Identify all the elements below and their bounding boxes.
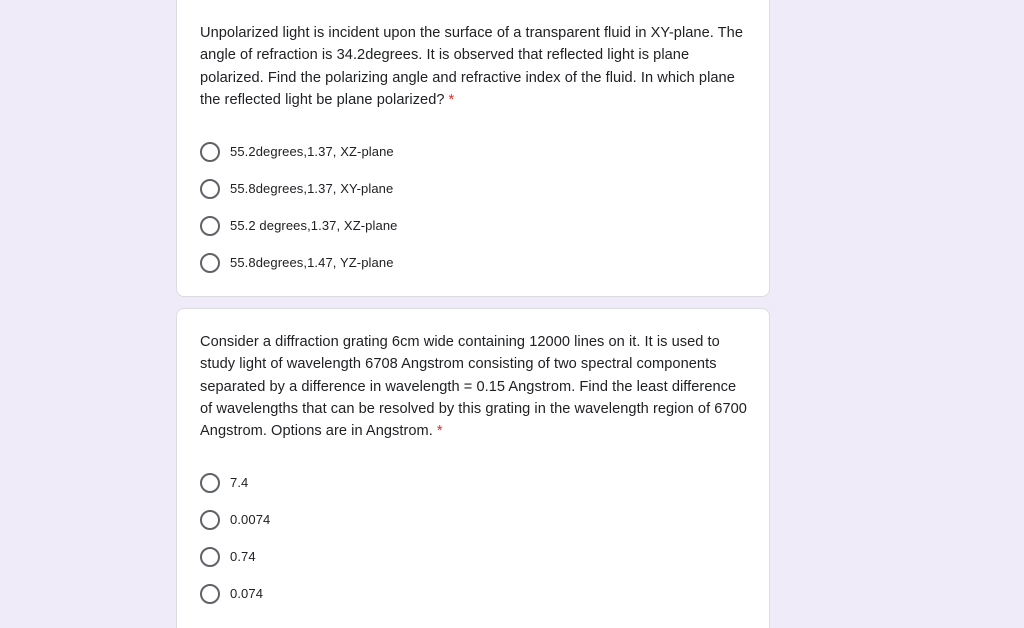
radio-button[interactable] — [200, 547, 220, 567]
radio-button[interactable] — [200, 142, 220, 162]
required-asterisk: * — [448, 91, 455, 108]
option-label: 55.2degrees,1.37, XZ-plane — [230, 144, 394, 160]
question-card-polarization — [176, 0, 770, 297]
question-text: Consider a diffraction grating 6cm wide containing 12000 lines on it. It is used to study light of wavelength 6708 Angstrom consisting of two spectral components separated by a difference in wavelength = 0.15 Angstrom. Find the least difference of wavelengths that can be resolved by this grating in the wavelength region of 6700 Angstrom. Options are in Angstrom. — [200, 334, 747, 440]
radio-button[interactable] — [200, 216, 220, 236]
option-label: 7.4 — [230, 475, 249, 491]
radio-option[interactable] — [200, 170, 745, 207]
radio-button[interactable] — [200, 473, 220, 493]
option-label: 55.2 degrees,1.37, XZ-plane — [230, 218, 398, 234]
radio-button[interactable] — [200, 510, 220, 530]
option-label: 0.74 — [230, 549, 256, 565]
question-title — [200, 11, 750, 111]
radio-button[interactable] — [200, 179, 220, 199]
radio-group — [200, 133, 745, 281]
option-label: 55.8degrees,1.47, YZ-plane — [230, 255, 394, 271]
question-card-diffraction — [176, 308, 770, 628]
radio-button[interactable] — [200, 253, 220, 273]
option-label: 0.0074 — [230, 512, 271, 528]
radio-option[interactable] — [200, 244, 745, 281]
required-asterisk: * — [436, 423, 443, 440]
radio-option[interactable] — [200, 575, 745, 612]
radio-option[interactable] — [200, 133, 745, 170]
radio-option[interactable] — [200, 501, 745, 538]
option-label: 55.8degrees,1.37, XY-plane — [230, 181, 394, 197]
radio-option[interactable] — [200, 538, 745, 575]
option-label: 0.074 — [230, 586, 264, 602]
question-text: Unpolarized light is incident upon the surface of a transparent fluid in XY-plane. The angle of refraction is 34.2degrees. It is observed that reflected light is plane polarized. Find the polarizing angle and refractive index of the fluid. In which plane the reflected light be plane polarized? — [200, 25, 743, 108]
radio-option[interactable] — [200, 207, 745, 244]
radio-group — [200, 464, 745, 612]
question-title — [200, 329, 750, 442]
radio-option[interactable] — [200, 464, 745, 501]
radio-button[interactable] — [200, 584, 220, 604]
